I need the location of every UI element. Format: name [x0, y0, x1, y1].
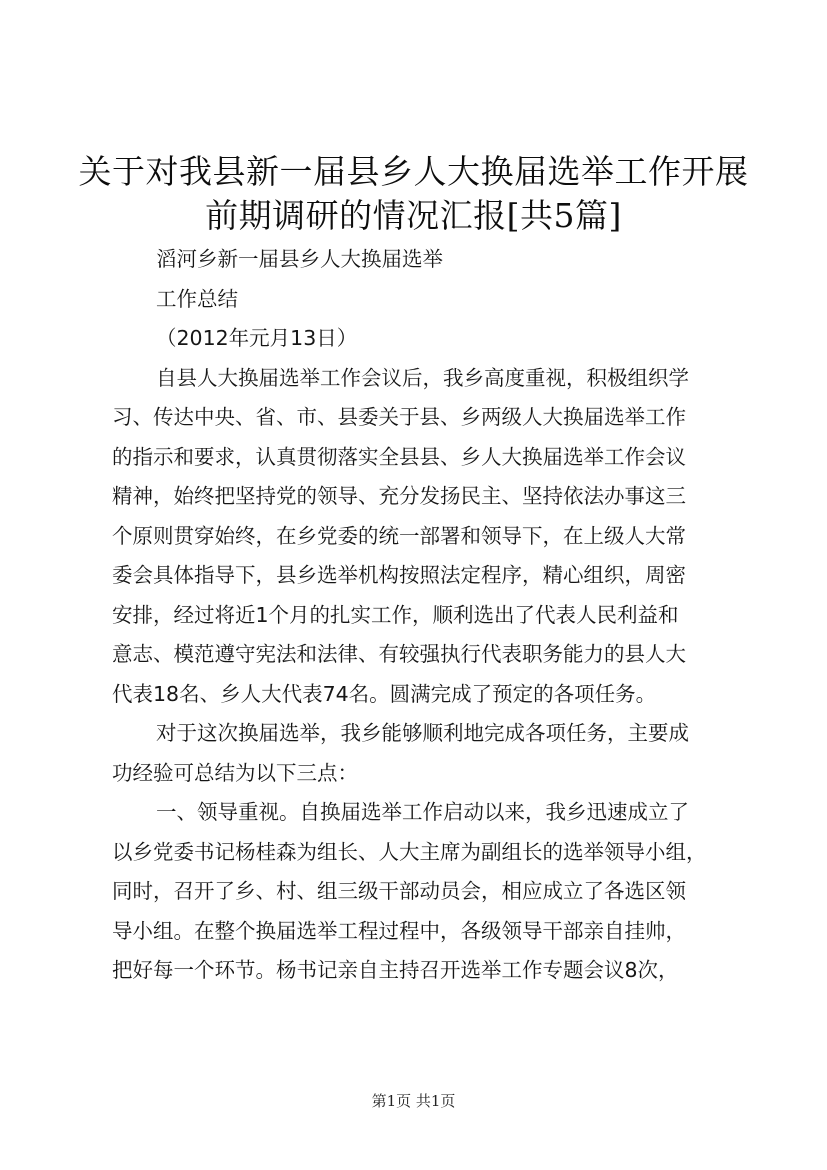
- paragraph1-line-1: 自县人大换届选举工作会议后，我乡高度重视，积极组织学: [156, 365, 689, 390]
- paragraph1-line-5: 个原则贯穿始终，在乡党委的统一部署和领导下，在上级人大常: [112, 523, 686, 548]
- title-line-1: 关于对我县新一届县乡人大换届选举工作开展: [78, 152, 749, 191]
- paragraph3-line-1: 一、领导重视。自换届选举工作启动以来，我乡迅速成立了: [156, 800, 689, 824]
- paragraph1-line-9: 代表18名、乡人大代表74名。圆满完成了预定的各项任务。: [112, 681, 657, 706]
- paragraph3-line-3: 同时，召开了乡、村、组三级干部动员会，相应成立了各选区领: [112, 879, 686, 903]
- page-footer: 第1页 共1页: [371, 1092, 456, 1110]
- subheading-line-1: 滔河乡新一届县乡人大换届选举: [156, 247, 443, 271]
- paragraph1-line-4: 精神，始终把坚持党的领导、充分发扬民主、坚持依法办事这三: [112, 484, 686, 508]
- paragraph2-line-2: 功经验可总结为以下三点：: [112, 760, 358, 785]
- document-title: [70, 150, 757, 238]
- paragraph3-line-4: 导小组。在整个换届选举工程过程中，各级领导干部亲自挂帅，: [112, 918, 686, 943]
- document-body: [112, 240, 722, 991]
- paragraph1-line-8: 意志、模范遵守宪法和法律、有较强执行代表职务能力的县人大: [112, 642, 686, 666]
- title-line-2: 前期调研的情况汇报[共5篇]: [205, 196, 622, 235]
- paragraph3-line-5: 把好每一个环节。杨书记亲自主持召开选举工作专题会议8次，: [112, 958, 679, 982]
- paragraph1-line-6: 委会具体指导下，县乡选举机构按照法定程序，精心组织，周密: [112, 563, 686, 587]
- paragraph2-line-1: 对于这次换届选举，我乡能够顺利地完成各项任务，主要成: [156, 721, 689, 745]
- subheading-line-2: 工作总结: [156, 286, 238, 311]
- paragraph1-line-7: 安排，经过将近1个月的扎实工作，顺利选出了代表人民利益和: [112, 602, 679, 627]
- paragraph1-line-3: 的指示和要求，认真贯彻落实全县县、乡人大换届选举工作会议: [112, 444, 686, 469]
- paragraph3-line-2: 以乡党委书记杨桂森为组长、人大主席为副组长的选举领导小组，: [112, 839, 707, 864]
- date-line: （2012年元月13日）: [156, 326, 358, 350]
- paragraph1-line-2: 习、传达中央、省、市、县委关于县、乡两级人大换届选举工作: [112, 405, 686, 429]
